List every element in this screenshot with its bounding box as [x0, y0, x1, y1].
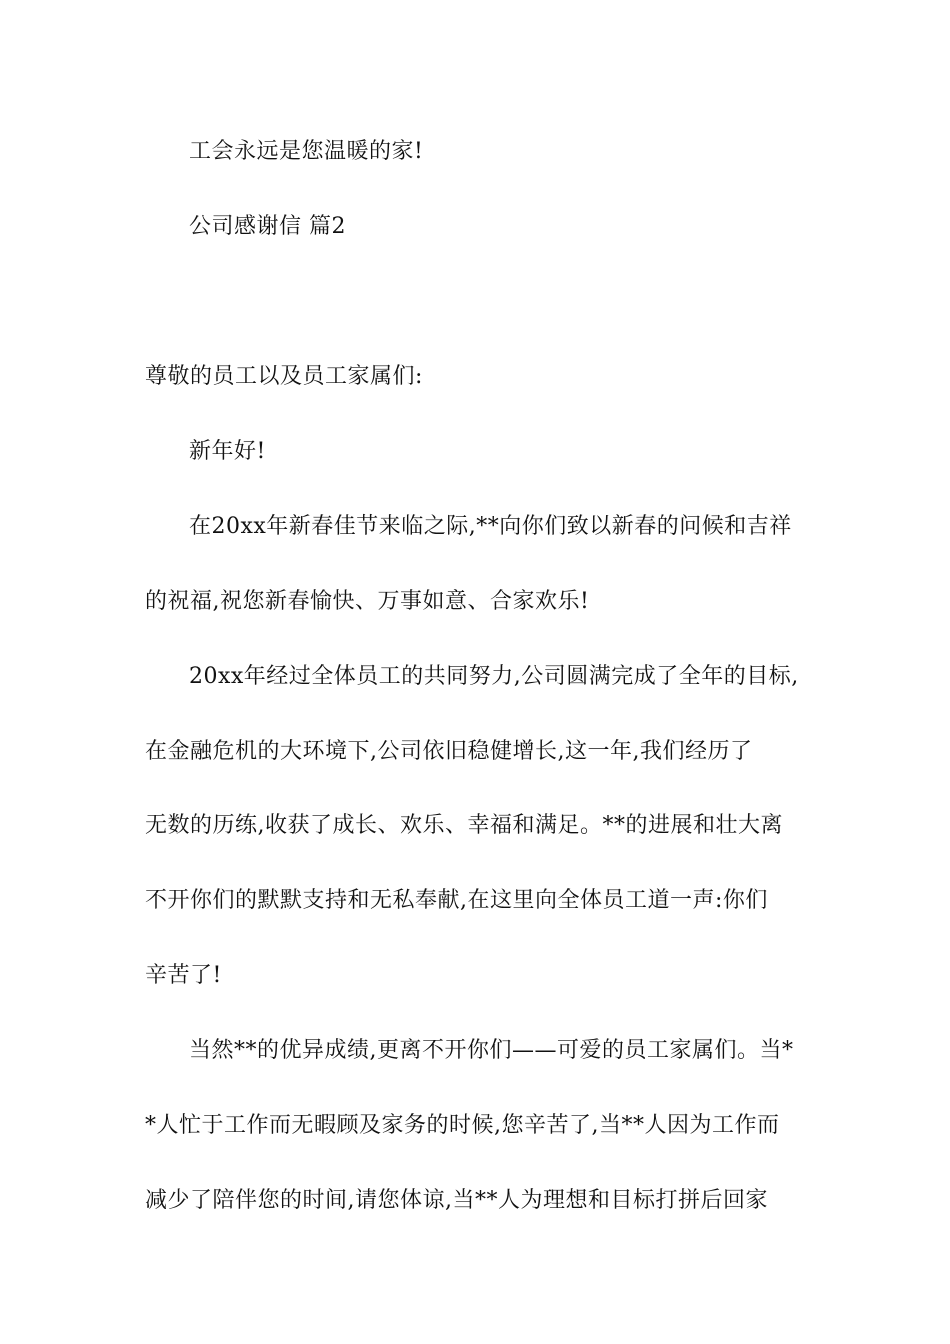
paragraph-line: 的祝福,祝您新春愉快、万事如意、合家欢乐!: [145, 589, 590, 614]
paragraph-line: 在金融危机的大环境下,公司依旧稳健增长,这一年,我们经历了: [145, 739, 753, 764]
paragraph-line: 不开你们的默默支持和无私奉献,在这里向全体员工道一声:你们: [145, 888, 768, 913]
paragraph-line: *人忙于工作而无暇顾及家务的时候,您辛苦了,当**人因为工作而: [145, 1113, 780, 1138]
closing-line: 工会永远是您温暖的家!: [189, 139, 424, 164]
greeting: 新年好!: [189, 439, 266, 464]
paragraph-line: 无数的历练,收获了成长、欢乐、幸福和满足。**的进展和壮大离: [145, 813, 783, 838]
paragraph-line: 在20xx年新春佳节来临之际,**向你们致以新春的问候和吉祥: [189, 514, 792, 539]
paragraph-line: 减少了陪伴您的时间,请您体谅,当**人为理想和目标打拼后回家: [145, 1188, 768, 1213]
section-title: 公司感谢信 篇2: [189, 214, 346, 239]
paragraph-line: 当然**的优异成绩,更离不开你们——可爱的员工家属们。当*: [189, 1038, 794, 1063]
paragraph-line: 20xx年经过全体员工的共同努力,公司圆满完成了全年的目标,: [189, 664, 799, 689]
salutation: 尊敬的员工以及员工家属们:: [145, 364, 423, 389]
paragraph-line: 辛苦了!: [145, 963, 222, 988]
